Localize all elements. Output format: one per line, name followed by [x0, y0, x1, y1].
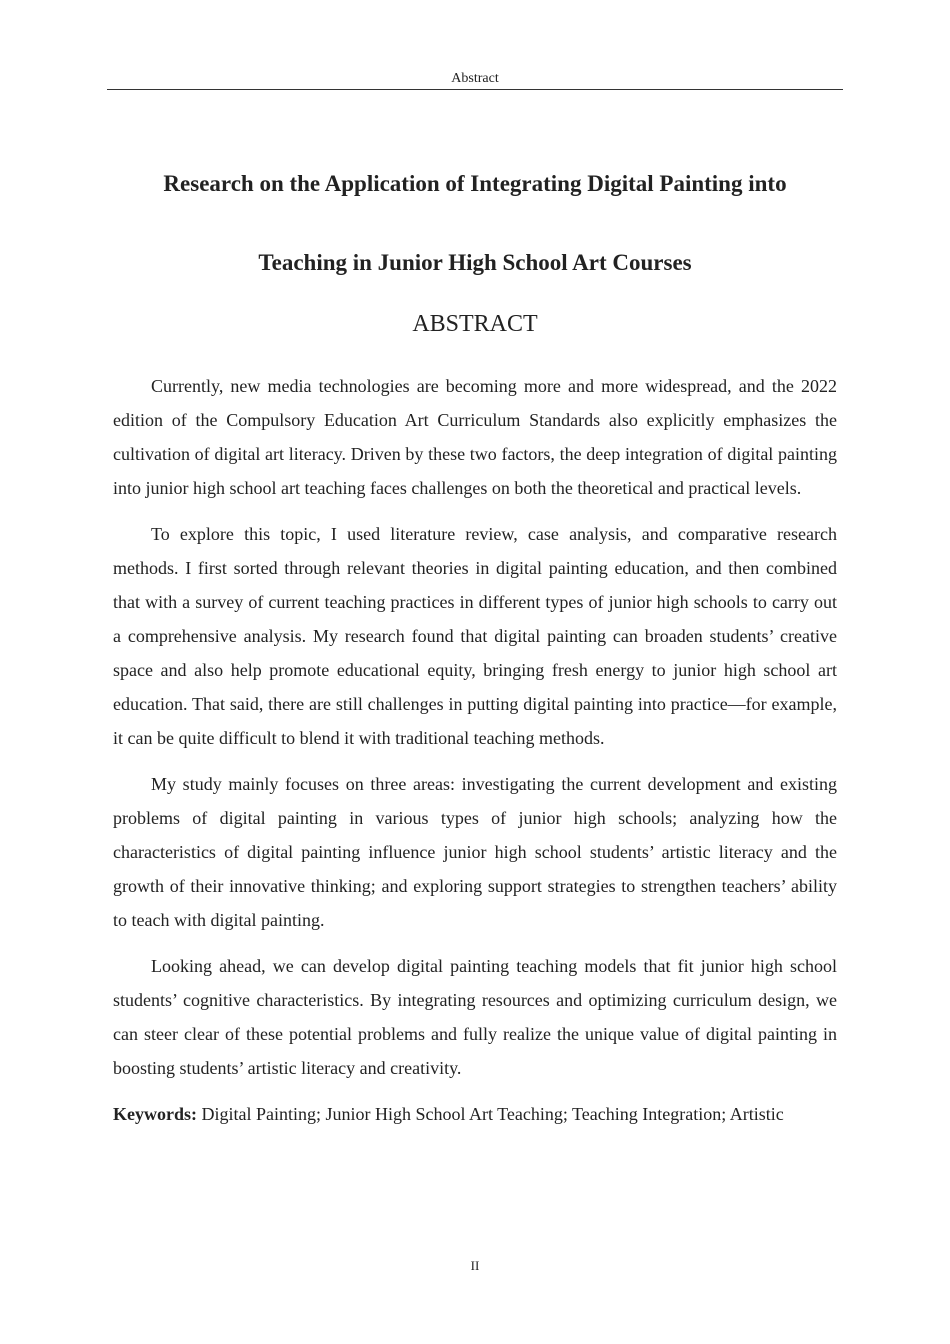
- abstract-paragraph-2: To explore this topic, I used literature review, case analysis, and comparative research methods. I first sorted through relevant theories in digital painting education, and then combined that with a survey of current teaching practices in different types of junior high schools to carry out a comprehensive analysis. My research found that digital painting can broaden students’ creative space and also help promote educational equity, bringing fresh energy to junior high school art education. That said, there are still challenges in putting digital painting into practice—for example, it can be quite difficult to blend it with traditional teaching methods.: [113, 524, 837, 748]
- paper-title-line-1: Research on the Application of Integrating Digital Painting into: [163, 171, 787, 196]
- paper-title-line-2: Teaching in Junior High School Art Courses: [258, 250, 692, 275]
- abstract-paragraph-1: Currently, new media technologies are becoming more and more widespread, and the 2022 edition of the Compulsory Education Art Curriculum Standards also explicitly emphasizes the cultivation of digital art literacy. Driven by these two factors, the deep integration of digital painting into junior high school art teaching faces challenges on both the theoretical and practical levels.: [113, 376, 837, 498]
- abstract-paragraph-4: Looking ahead, we can develop digital painting teaching models that fit junior high school students’ cognitive characteristics. By integrating resources and optimizing curriculum design, we can steer clear of these potential problems and fully realize the unique value of digital painting in boosting students’ artistic literacy and creativity.: [113, 956, 837, 1078]
- keywords-label: Keywords:: [113, 1104, 197, 1124]
- abstract-paragraph-3: My study mainly focuses on three areas: investigating the current development and existing problems of digital painting in various types of junior high schools; analyzing how the characteristics of digital painting influence junior high school students’ artistic literacy and the growth of their innovative thinking; and exploring support strategies to strengthen teachers’ ability to teach with digital painting.: [113, 774, 837, 930]
- keywords-text: Digital Painting; Junior High School Art Teaching; Teaching Integration; Artistic: [201, 1104, 784, 1124]
- running-header: Abstract: [107, 70, 843, 90]
- paper-title: [113, 144, 837, 302]
- abstract-heading: ABSTRACT: [412, 311, 538, 337]
- keywords-line: [113, 1097, 837, 1131]
- page-number: II: [470, 1258, 480, 1273]
- abstract-body: [113, 369, 837, 1131]
